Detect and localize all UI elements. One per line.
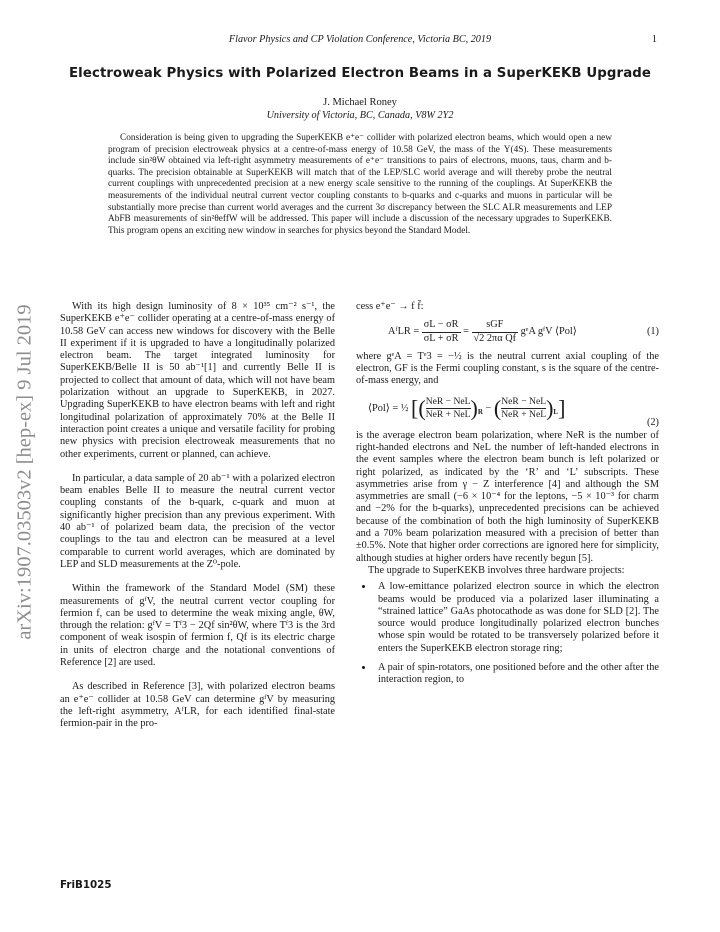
- eq1-fraction-fermi: [472, 319, 519, 345]
- eq2-fraction-b: [501, 396, 546, 422]
- eq2-a-numerator: NeR − NeL: [426, 396, 471, 409]
- list-item: • A low-emittance polarized electron source in which the electron beams would be produced via a polarized laser illuminating a “strained lattice” GaAs photocathode as was done for SLD [2]. The source would produce longitudinally polarized electron bunches whose spin would be rotated to be transversely polarized before it enters the SuperKEKB electron storage ring;: [374, 581, 659, 655]
- eq1-equals: =: [463, 326, 469, 338]
- paragraph: Within the framework of the Standard Model (SM) these measurements of gᶠV, the neutral current vector coupling for fermion f, can be used to determine the weak mixing angle, θW, through the relation: gᶠV = Tᶠ3 − 2Qf sin²θW, where Tᶠ3 is the 3rd component of weak isospin of fermion f, Qf is its electric charge in units of electron charge and the notational conventions of Reference [2] are used.: [60, 583, 335, 669]
- left-column: [60, 301, 335, 731]
- eq1-f2-numerator: sGF: [472, 319, 519, 332]
- paragraph: where gᵉA = Tᵉ3 = −½ is the neutral current axial coupling of the electron, GF is the Fermi coupling constant, s is the square of the centre-of-mass energy, and: [356, 350, 659, 387]
- right-column: [356, 301, 659, 694]
- author: J. Michael Roney: [323, 97, 397, 108]
- equation-1: [356, 319, 659, 345]
- equation-number: (1): [646, 325, 659, 337]
- eq1-lhs: AᶠLR =: [388, 326, 420, 338]
- list-item: • A pair of spin-rotators, one positioned before and the other after the interaction region, to: [374, 662, 659, 687]
- bracket: ]: [558, 395, 566, 421]
- eq2-a-denominator: NeR + NeL: [425, 409, 471, 421]
- bracket: ): [470, 395, 478, 421]
- paragraph: In particular, a data sample of 20 ab⁻¹ with a polarized electron beam enables Belle II to measure the neutral current vector coupling constants of the b-quark, c-quark and muon at significantly higher precision than any previous experiment. With 40 ab⁻¹ of polarized beam data, the precision of the vector couplings to the tau and electron can be measured at a level comparable to current world averages, which are dominated by LEP and SLD measurements at the Z⁰-pole.: [60, 472, 335, 570]
- eq2-fraction-a: [426, 396, 471, 422]
- paragraph: The upgrade to SuperKEKB involves three hardware projects:: [368, 564, 625, 576]
- bracket: (: [493, 395, 502, 421]
- eq2-subscript-r: R: [477, 407, 483, 416]
- paragraph: As described in Reference [3], with polarized electron beams an e⁺e⁻ collider at 10.58 GeV can determine gᶠV by measuring the left-right asymmetry, AᶠLR, for each identified final-state fermion-pair in the pro-: [60, 681, 335, 730]
- eq1-f2-denominator: √2 2πα Qf: [473, 332, 517, 344]
- running-header: Flavor Physics and CP Violation Conference, Victoria BC, 2019: [228, 34, 492, 45]
- equation-2: [356, 396, 659, 422]
- footer-code: FriB1025: [60, 879, 112, 891]
- bracket: ): [546, 395, 554, 421]
- eq2-b-denominator: NeR + NeL: [501, 409, 547, 421]
- eq1-tail: gᵉA gᶠV ⟨Pol⟩: [520, 326, 577, 338]
- affiliation: University of Victoria, BC, Canada, V8W 2Y2: [266, 110, 454, 121]
- paragraph: With its high design luminosity of 8 × 10³⁵ cm⁻² s⁻¹, the SuperKEKB e⁺e⁻ collider operating at a centre-of-mass energy of 10.58 GeV can access new windows for discovery with the Belle II experiment if it is upgraded to have a longitudinally polarized electron beam. The target integrated luminosity for SuperKEKB/Belle II is 50 ab⁻¹[1] and currently Belle II is projected to collect that amount of data, which will not have beam polarization without an upgrade to SuperKEKB, in 2027. Upgrading SuperKEKB to have electron beams with left and right longitudinal polarization of approximately 70% at the Belle II interaction point creates a unique and versatile facility for probing new physics with precision electroweak measurements that no other experiments, current or planned, can achieve.: [60, 301, 335, 460]
- eq2-minus: −: [485, 402, 492, 414]
- abstract: Consideration is being given to upgrading the SuperKEKB e⁺e⁻ collider with polarized electron beams, which would open a new program of precision electroweak physics at a centre-of-mass energy of 10.58 GeV, the mass of the Υ(4S). These measurements include sin²θW obtained via left-right asymmetry measurements of e⁺e⁻ transitions to pairs of electrons, muons, taus, charm and b-quarks. The precision obtainable at SuperKEKB will match that of the LEP/SLC world average and will thereby probe the neutral current couplings with unprecedented precision at a new energy scale sensitive to the running of the couplings. At SuperKEKB the measurements of the individual neutral current vector coupling constants to b-quarks and c-quarks and muons in particular will be substantially more precise than current world averages and the current 3σ discrepancy between the SLC ALR measurements and LEP AbFB measurements of sin²θeffW will be addressed. This paper will include a discussion of the necessary upgrades to SuperKEKB. This program opens an exciting new window in searches for physics beyond the Standard Model.: [108, 133, 612, 236]
- paragraph: is the average electron beam polarization, where NeR is the number of right-handed electrons and NeL the number of left-handed electrons in the event samples where the electron beam bunch is left polarized or right polarized, as indicated by the ‘R’ and ‘L’ subscripts. These asymmetries arise from γ − Z interference [4] and although the SM asymmetries are small (−6 × 10⁻⁴ for the leptons, −5 × 10⁻³ for charm and −2% for the b-quarks), unprecedented precisions can be achieved because of the combination of both the high luminosity of SuperKEKB and a 70% beam polarization measured with a precision of better than ±0.5%. Note that higher order corrections are ignored here for simplicity, although studies at higher orders have recently begun [5].: [356, 429, 659, 564]
- arxiv-watermark: [10, 262, 40, 682]
- eq1-fraction-cross-sections: [422, 319, 461, 345]
- eq2-lhs: ⟨Pol⟩ = ½: [368, 402, 409, 414]
- eq1-f1-numerator: σL − σR: [422, 319, 461, 332]
- paper-title: Electroweak Physics with Polarized Electron Beams in a SuperKEKB Upgrade: [69, 66, 651, 81]
- paragraph: cess e⁺e⁻ → f f̄:: [356, 301, 424, 312]
- arxiv-id: arXiv:1907.03503v2 [hep-ex] 9 Jul 2019: [13, 304, 36, 640]
- bracket: [(: [411, 395, 426, 421]
- page-number: 1: [651, 34, 657, 45]
- eq2-b-numerator: NeR − NeL: [501, 396, 546, 409]
- hardware-project-list: [356, 581, 659, 686]
- eq2-subscript-l: L: [553, 407, 559, 416]
- eq1-f1-denominator: σL + σR: [423, 332, 459, 344]
- equation-number: (2): [646, 417, 659, 429]
